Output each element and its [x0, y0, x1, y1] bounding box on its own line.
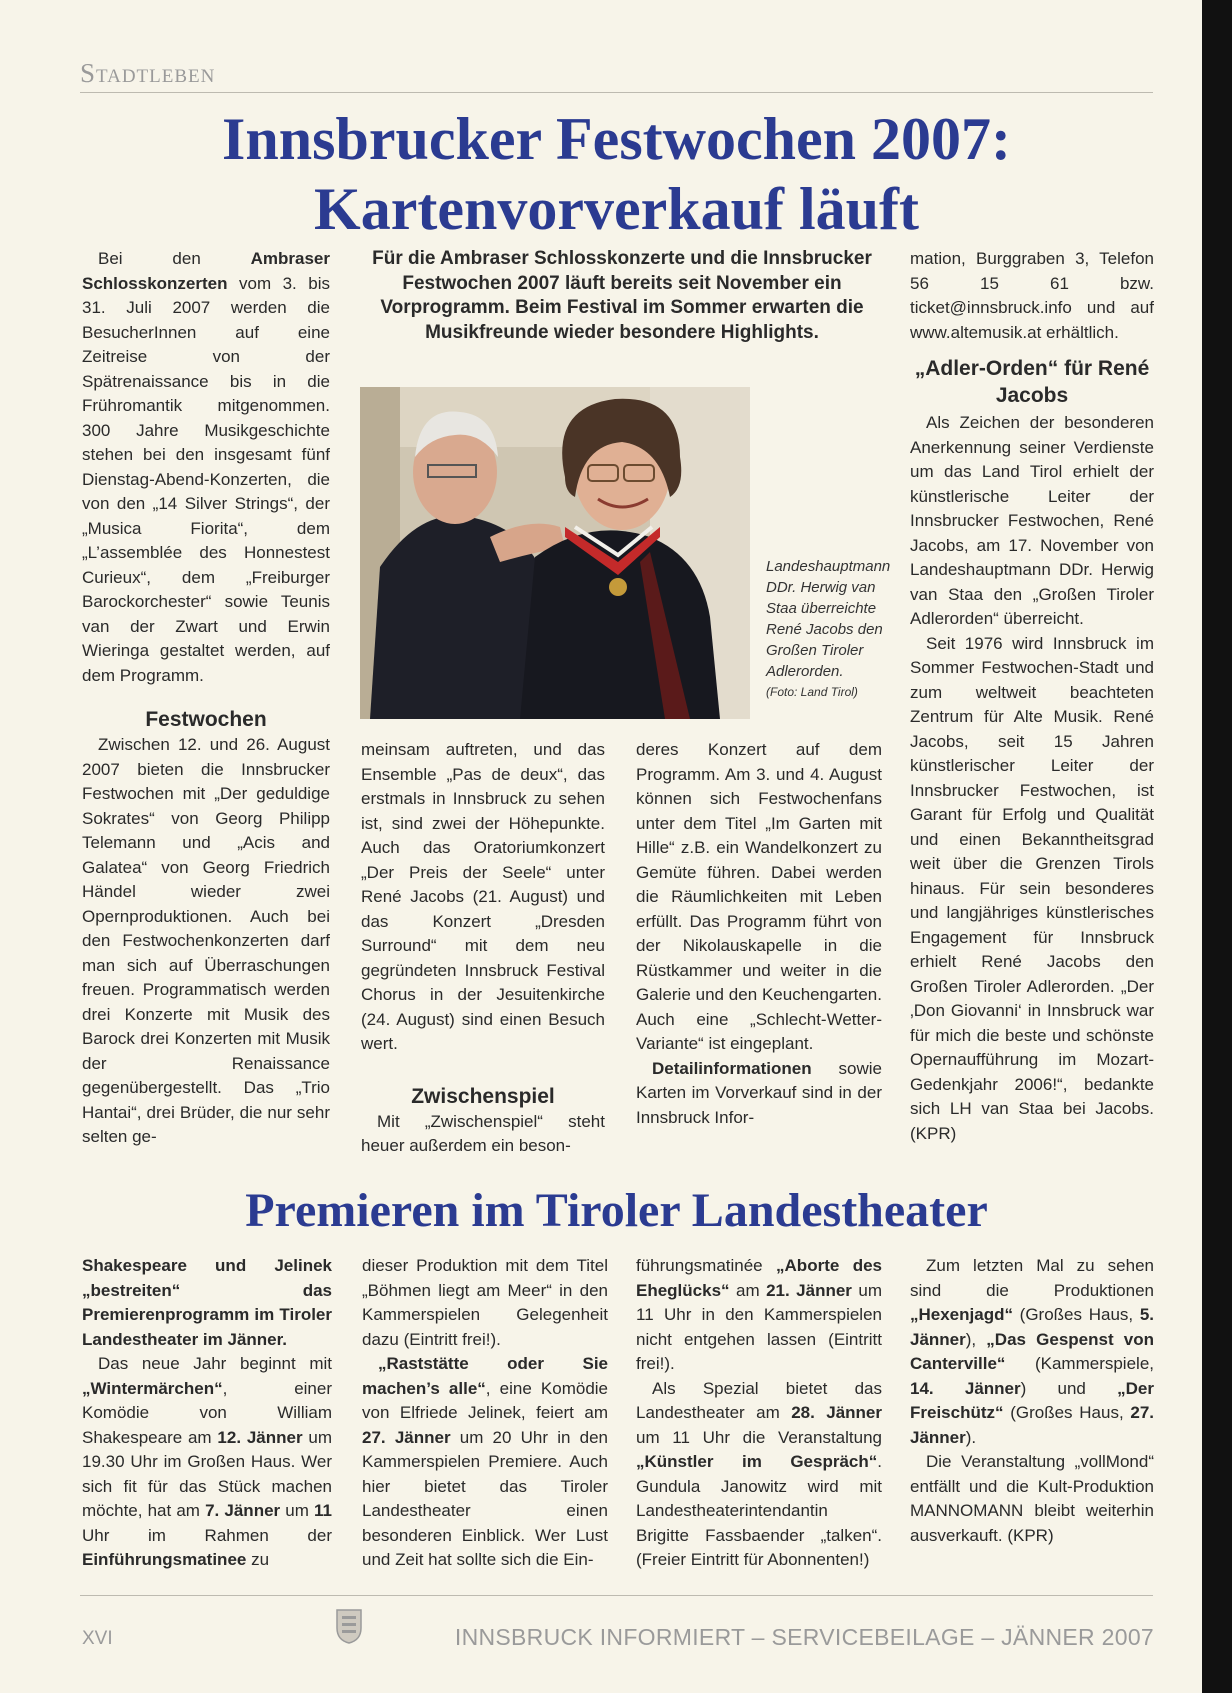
- article2-column-1: [82, 1254, 332, 1573]
- section-label: Stadtleben: [80, 58, 216, 88]
- text: , einer Komödie von William Shakespeare am: [82, 1378, 332, 1447]
- bold-text: „Künstler im Gespräch“: [636, 1452, 878, 1471]
- paragraph: Als Zeichen der besonderen Anerkennung seiner Verdienste um das Land Tirol erhielt der künstlerische Leiter der Innsbrucker Festwochen, René Jacobs, am 17. November von Landeshauptmann DDr. Herwig van Staa den „Großen Tiroler Adlerorden“ überreicht.: [910, 413, 1154, 628]
- bold-text: 7. Jänner: [205, 1501, 281, 1520]
- article1-column-4: [910, 247, 1154, 1146]
- scan-edge: [1202, 0, 1232, 1693]
- paragraph: Seit 1976 wird Innsbruck im Sommer Festwochen-Stadt und zum weltweit beachteten Zentrum für Alte Musik. René Jacobs, seit 15 Jahren künstlerischer Leiter der Innsbrucker Festwochen, ist Garant für Erfolg und Qualität und einen Bekanntheitsgrad weit über die Grenzen Tirols hinaus. Für sein besonderes und langjähriges künstlerisches Engagement für Innsbruck erhielt René Jacobs den Großen Tiroler Adlerorden. „Der ‚Don Giovanni‘ in Innsbruck war für mich die beste und schönste Opernaufführung im Mozart-Gedenkjahr 2006!“, bedankte sich LH van Staa bei Jacobs. (KPR): [910, 633, 1154, 1143]
- bold-text: 28. Jänner: [791, 1403, 882, 1422]
- text: (Großes Haus,: [1003, 1403, 1131, 1422]
- bold-text: 5. Jänner: [910, 1305, 1154, 1349]
- bold-text: „Hexenjagd“: [910, 1305, 1013, 1324]
- article1-column-2: [361, 738, 605, 1159]
- article2-column-4: [910, 1254, 1154, 1548]
- paragraph: Die Veranstaltung „vollMond“ entfällt und die Kult-Produktion MANNOMANN bleibt weiterhin ausverkauft. (KPR): [910, 1452, 1154, 1545]
- text: ),: [965, 1329, 987, 1349]
- text: Uhr im Rahmen der: [82, 1525, 332, 1545]
- paragraph: [910, 1254, 1154, 1450]
- bold-text: Einführungsmatinee: [82, 1550, 247, 1569]
- headline-line-1: Innsbrucker Festwochen 2007:: [222, 106, 1011, 172]
- text: um 11 Uhr die Veranstaltung: [636, 1427, 882, 1447]
- text: vom 3. bis 31. Juli 2007 werden die BesucherInnen auf eine Zeitreise von der Spätrenaissance bis in die Frühromantik mitgenommen. 300 Jahre Musikgeschichte stehen bei den insgesamt fünf Dienstag-Abend-Konzerten, die von den „14 Silver Strings“, der „Musica Fiorita“, dem „L’assemblée des Honnestest Curieux“, dem „Freiburger Barockorchester“ sowie Teunis van der Zwart und Erwin Wieringa gestaltet werden, auf dem Programm.: [82, 273, 330, 685]
- paragraph: [636, 1254, 882, 1377]
- coat-of-arms-icon: [335, 1608, 363, 1649]
- bold-text: 27. Jänner: [362, 1427, 451, 1447]
- paragraph: dieser Produktion mit dem Titel „Böhmen liegt am Meer“ in den Kammerspielen Gelegenheit dazu (Eintritt frei!).: [362, 1256, 608, 1349]
- paragraph: mation, Burggraben 3, Telefon 56 15 61 bzw. ticket@innsbruck.info und auf www.altemusik.at erhältlich.: [910, 249, 1154, 342]
- text: zu: [246, 1550, 270, 1569]
- page-number: XVI: [82, 1628, 113, 1649]
- subheading-festwochen: Festwochen: [145, 708, 267, 731]
- caption-credit: (Foto: Land Tirol): [766, 685, 858, 699]
- text: am: [729, 1280, 767, 1300]
- bold-text: Ambraser Schlosskonzerten: [82, 249, 330, 293]
- paragraph: deres Konzert auf dem Programm. Am 3. und 4. August können sich Festwochenfans unter dem Titel „Im Garten mit Hille“ z.B. ein Wandelkonzert zu Gemüte führen. Dabei werden die Räumlichkeiten mit Leben erfüllt. Das Programm führt von der Nikolauskapelle in die Rüstkammer und weiter in die Galerie und den Keuchengarten. Auch eine „Schlecht-Wetter-Variante“ ist eingeplant.: [636, 740, 882, 1053]
- bottom-rule: [80, 1595, 1153, 1596]
- top-rule: [80, 92, 1153, 93]
- text: um 19.30 Uhr im Großen Haus. Wer sich fit für das Stück machen möchte, hat am: [82, 1427, 333, 1520]
- paragraph: Mit „Zwischenspiel“ steht heuer außerdem ein beson-: [361, 1111, 605, 1155]
- text: ) und: [1020, 1378, 1118, 1398]
- text: (Kammerspiele,: [1005, 1354, 1154, 1373]
- article1-column-3: [636, 738, 882, 1130]
- paragraph: [362, 1352, 608, 1573]
- subheading-adler-orden: „Adler-Orden“ für René Jacobs: [914, 357, 1150, 407]
- paragraph: meinsam auftreten, und das Ensemble „Pas de deux“, das erstmals in Innsbruck zu sehen ist, sind zwei der Höhepunkte. Auch das Oratoriumkonzert „Der Preis der Seele“ unter René Jacobs (21. August) und das Konzert „Dresden Surround“ mit dem neu gegründeten Innsbruck Festival Chorus in der Jesuitenkirche (24. August) sind einen Besuch wert.: [361, 740, 605, 1053]
- article2-column-2: [362, 1254, 608, 1573]
- text: um 11 Uhr in den Kammerspielen nicht entgehen lassen (Eintritt frei!).: [636, 1280, 882, 1373]
- bold-text: „Das Gespenst von Canterville“: [910, 1329, 1154, 1373]
- bold-text: 21. Jänner: [766, 1280, 852, 1300]
- subheading-zwischenspiel: Zwischenspiel: [411, 1084, 555, 1108]
- paragraph: [636, 1057, 882, 1131]
- publication-footer: INNSBRUCK INFORMIERT – SERVICEBEILAGE – JÄNNER 2007: [454, 1624, 1154, 1650]
- text: um 20 Uhr in den Kammerspielen Premiere. Auch hier bietet das Tiroler Landestheater einen besonderen Einblick. Wer Lust und Zeit hat sollte sich die Ein-: [362, 1427, 608, 1569]
- lead-paragraph: Shakespeare und Jelinek „bestreiten“ das Premierenprogramm im Tiroler Landestheater im Jänner.: [82, 1256, 332, 1349]
- text: um: [280, 1501, 315, 1520]
- article1-column-1: [82, 247, 330, 1150]
- article-intro: Für die Ambraser Schlosskonzerte und die Innsbrucker Festwochen 2007 läuft bereits seit November ein Vorprogramm. Beim Festival im Sommer erwarten die Musikfreunde wieder besondere Highlights.: [372, 248, 872, 343]
- text: Das neue Jahr beginnt mit: [98, 1354, 332, 1373]
- paragraph: [636, 1377, 882, 1573]
- bold-text: 27. Jänner: [910, 1403, 1154, 1447]
- photo-caption: [766, 556, 891, 703]
- bold-text: „Wintermärchen“: [82, 1378, 223, 1398]
- text: Bei den: [98, 249, 251, 268]
- text: führungsmatinée: [636, 1256, 777, 1275]
- text: Zum letzten Mal zu sehen sind die Produktionen: [910, 1256, 1154, 1300]
- bold-text: 11: [314, 1501, 333, 1520]
- article2-column-3: [636, 1254, 882, 1573]
- bold-text: „Der Freischütz“: [910, 1378, 1154, 1422]
- bold-text: „Raststätte oder Sie machen’s alle“: [362, 1354, 608, 1398]
- paragraph: [82, 1352, 332, 1573]
- text: Als Spezial bietet das Landestheater am: [636, 1378, 882, 1422]
- text: sowie Karten im Vorverkauf sind in der Innsbruck Infor-: [636, 1058, 882, 1127]
- headline-line-2: Kartenvorverkauf läuft: [314, 176, 919, 242]
- bold-text: Detailinformationen: [652, 1058, 812, 1078]
- bold-text: 12. Jänner: [217, 1427, 303, 1447]
- text: . Gundula Janowitz wird mit Landestheaterintendantin Brigitte Fassbaender „talken“. (Freier Eintritt für Abonnenten!): [636, 1452, 882, 1569]
- photo-award-ceremony: [360, 387, 750, 719]
- bold-text: „Aborte des Eheglücks“: [636, 1256, 882, 1300]
- text: , eine Komödie von Elfriede Jelinek, feiert am: [362, 1378, 608, 1422]
- caption-text: Landeshauptmann DDr. Herwig van Staa überreichte René Jacobs den Großen Tiroler Adlerorden.: [766, 558, 891, 680]
- photo-illustration: [360, 387, 750, 719]
- paragraph: [82, 247, 330, 688]
- text: ).: [965, 1427, 977, 1447]
- paragraph: Zwischen 12. und 26. August 2007 bieten die Innsbrucker Festwochen mit „Der geduldige Sokrates“ von Georg Philipp Telemann und „Acis and Galatea“ von Georg Friedrich Händel wieder zwei Opernproduktionen. Auch bei den Festwochenkonzerten darf man sich auf Überraschungen freuen. Programmatisch werden drei Konzerte mit Musik des Barock drei Konzerten mit Musik der Renaissance gegenübergestellt. Das „Trio Hantai“, drei Brüder, die nur sehr selten ge-: [82, 735, 330, 1146]
- article2-headline: Premieren im Tiroler Landestheater: [245, 1184, 988, 1237]
- bold-text: 14. Jänner: [910, 1378, 1021, 1398]
- text: (Großes Haus,: [1012, 1305, 1140, 1324]
